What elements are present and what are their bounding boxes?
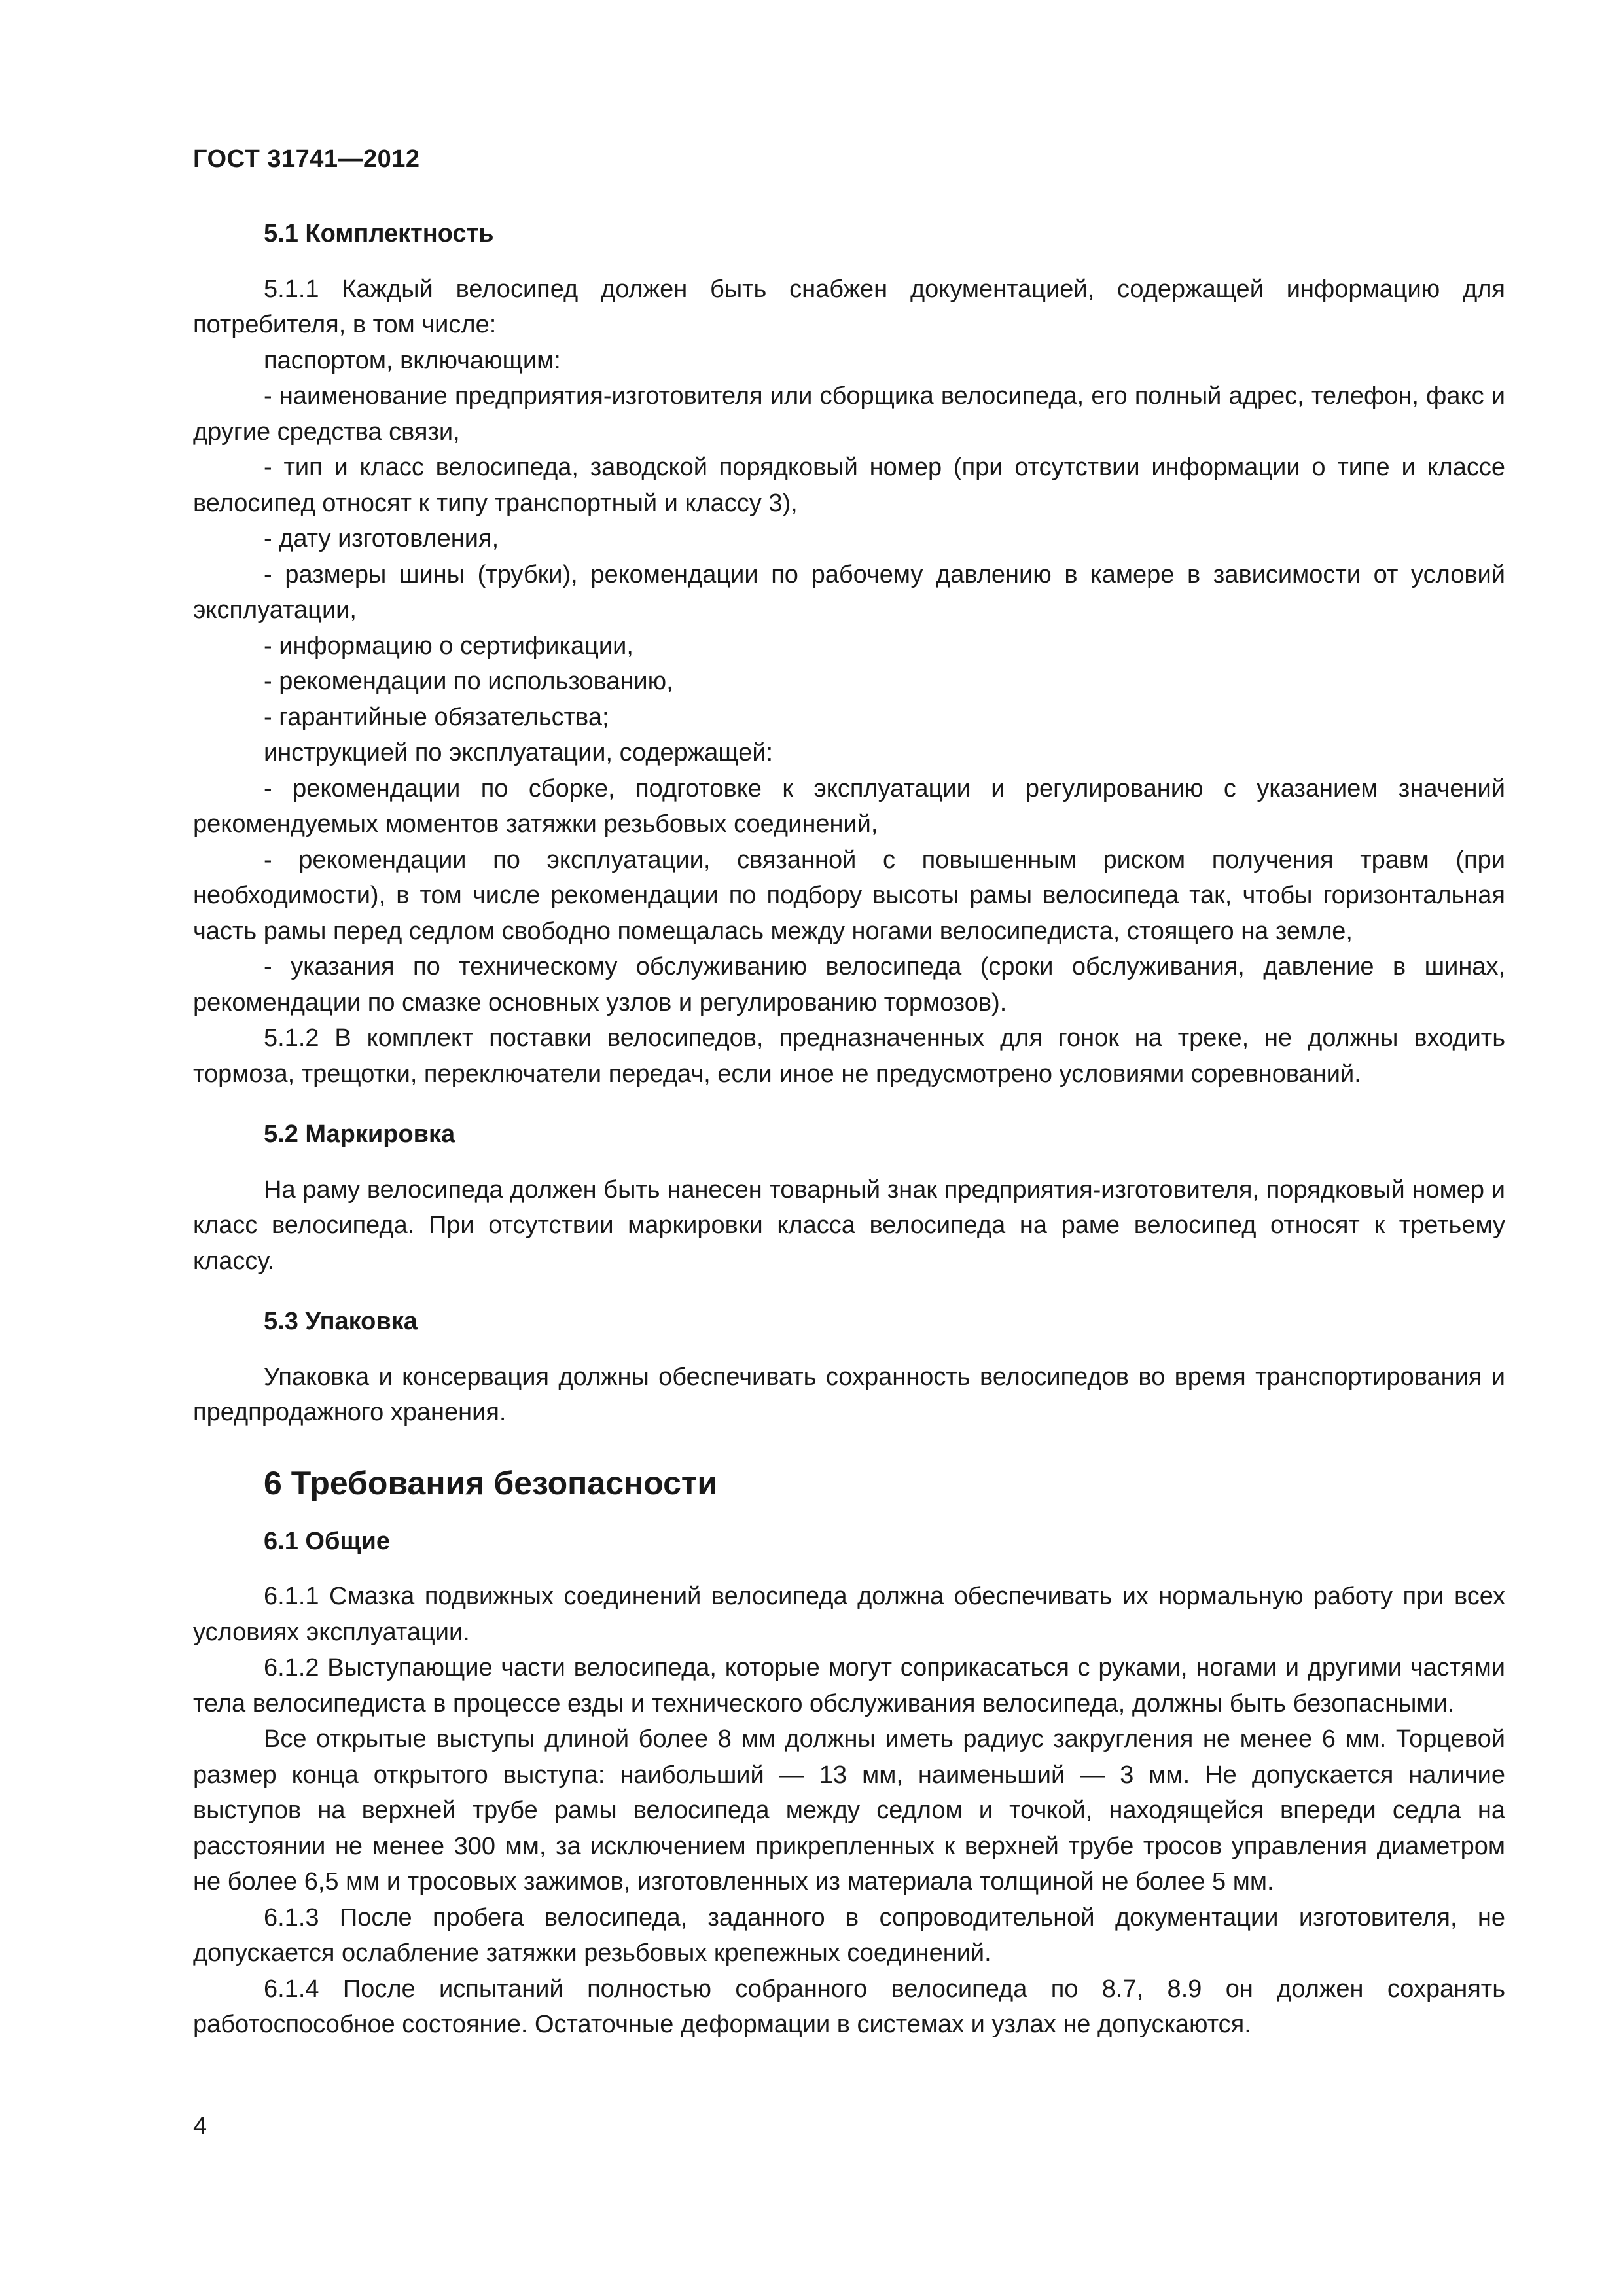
list-item: - наименование предприятия-изготовителя или сборщика велосипеда, его полный адрес, телефон, факс и другие средства связи,: [193, 382, 1505, 446]
list-item: - информацию о сертификации,: [264, 632, 633, 660]
section-heading-5-3: 5.3 Упаковка: [264, 1308, 418, 1335]
paragraph: На раму велосипеда должен быть нанесен товарный знак предприятия-изготовителя, порядковый номер и класс велосипеда. При отсутствии маркировки класса велосипеда на раме велосипед относят к третьему классу.: [193, 1175, 1505, 1275]
section-heading-5-1: 5.1 Комплектность: [264, 220, 494, 247]
list-item: - рекомендации по сборке, подготовке к эксплуатации и регулированию с указанием значений рекомендуемых моментов затяжки резьбовых соединений,: [193, 774, 1505, 838]
section-heading-6-1: 6.1 Общие: [264, 1527, 390, 1555]
paragraph: 5.1.2 В комплект поставки велосипедов, предназначенных для гонок на треке, не должны входить тормоза, трещотки, переключатели передач, если иное не предусмотрено условиями соревнований.: [193, 1024, 1505, 1088]
paragraph: инструкцией по эксплуатации, содержащей:: [264, 739, 774, 766]
list-item: - размеры шины (трубки), рекомендации по рабочему давлению в камере в зависимости от условий эксплуатации,: [193, 560, 1505, 624]
list-item: - рекомендации по эксплуатации, связанной с повышенным риском получения травм (при необходимости), в том числе рекомендации по подбору высоты рамы велосипеда так, чтобы горизонтальная часть рамы перед седлом свободно помещалась между ногами велосипедиста, стоящего на земле,: [193, 846, 1505, 945]
list-item: - указания по техническому обслуживанию велосипеда (сроки обслуживания, давление в шинах, рекомендации по смазке основных узлов и регулированию тормозов).: [193, 953, 1505, 1016]
list-item: - тип и класс велосипеда, заводской порядковый номер (при отсутствии информации о типе и классе велосипед относят к типу транспортный и классу 3),: [193, 454, 1505, 517]
document-header: ГОСТ 31741—2012: [193, 145, 420, 173]
paragraph: паспортом, включающим:: [264, 346, 561, 374]
paragraph: 6.1.4 После испытаний полностью собранного велосипеда по 8.7, 8.9 он должен сохранять работоспособное состояние. Остаточные деформации в системах и узлах не допускаются.: [193, 1975, 1505, 2038]
list-item: - гарантийные обязательства;: [264, 703, 609, 731]
chapter-heading-6: 6 Требования безопасности: [264, 1464, 718, 1501]
section-heading-5-2: 5.2 Маркировка: [264, 1121, 455, 1148]
paragraph: 6.1.2 Выступающие части велосипеда, которые могут соприкасаться с руками, ногами и другими частями тела велосипедиста в процессе езды и технического обслуживания велосипеда, должны быть безопасными.: [193, 1654, 1505, 1717]
paragraph: 6.1.1 Смазка подвижных соединений велосипеда должна обеспечивать их нормальную работу при всех условиях эксплуатации.: [193, 1583, 1505, 1646]
document-body: [193, 216, 1505, 2043]
paragraph: Упаковка и консервация должны обеспечивать сохранность велосипедов во время транспортирования и предпродажного хранения.: [193, 1363, 1505, 1426]
list-item: - рекомендации по использованию,: [264, 668, 673, 695]
list-item: - дату изготовления,: [264, 525, 499, 552]
paragraph: 6.1.3 После пробега велосипеда, заданного в сопроводительной документации изготовителя, не допускается ослабление затяжки резьбовых крепежных соединений.: [193, 1903, 1505, 1967]
page-number: 4: [193, 2113, 207, 2140]
paragraph: 5.1.1 Каждый велосипед должен быть снабжен документацией, содержащей информацию для потребителя, в том числе:: [193, 275, 1505, 338]
paragraph: Все открытые выступы длиной более 8 мм должны иметь радиус закругления не менее 6 мм. Торцевой размер конца открытого выступа: наибольший — 13 мм, наименьший — 3 мм. Не допускается наличие выступов на верхней трубе рамы велосипеда между седлом и точкой, находящейся впереди седла на расстоянии не менее 300 мм, за исключением прикрепленных к верхней трубе тросов управления диаметром не более 6,5 мм и тросовых зажимов, изготовленных из материала толщиной не более 5 мм.: [193, 1725, 1505, 1895]
